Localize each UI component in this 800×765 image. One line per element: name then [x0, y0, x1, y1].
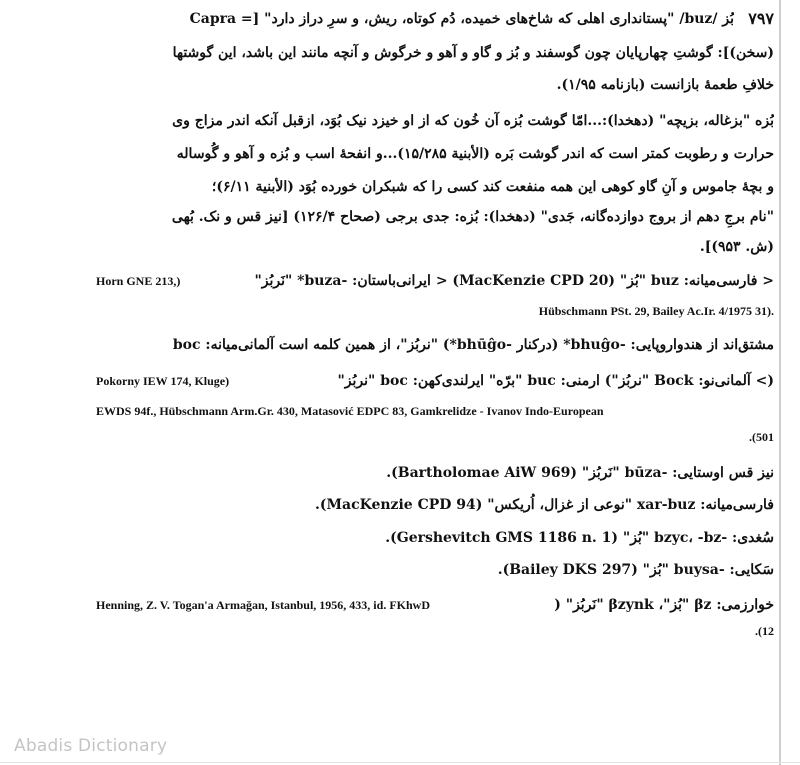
cognate-khwarezmian-end: .(12: [755, 624, 774, 638]
page-edge-divider: [779, 0, 781, 765]
buzeh-line-4: "نام برجِ دهم از بروج دوازده‌گانه، جَدی" (دهخدا): بُزه: جدی برجی (صحاح ۱۲۶/۴) [نیز قس و نک. بُهی: [171, 209, 774, 225]
cognate-saka: سَکایی: -buysa "بُز" (Bailey DKS 297).: [497, 562, 774, 578]
derivation-line-4: .(501: [749, 430, 774, 444]
derivation-line-2: (> آلمانی‌نو: Bock "نربُز") ارمنی: buc "برّه" ایرلندی‌کهن: boc "نربُز": [337, 373, 774, 389]
bottom-divider: [0, 762, 800, 763]
cognate-sogdian: سُغدی: -bzyc، -bz "بُز" (Gershevitch GMS 1186 n. 1).: [385, 530, 774, 546]
etymology-ref-1: Horn GNE 213,): [96, 274, 181, 288]
cognate-avestan: نیز قس اوستایی: -būza "نَربُز" (Bartholomae AiW 969).: [386, 465, 774, 481]
buzeh-line-5: (ش. ۹۵۳)].: [699, 239, 774, 255]
derivation-line-3: EWDS 94f., Hübschmann Arm.Gr. 430, Matasović EDPC 83, Gamkrelidze - Ivanov Indo-European: [96, 404, 604, 418]
etymology-line-1: < فارسی‌میانه: buz "بُز" (MacKenzie CPD 20) < ایرانی‌باستان: -buza* "نَربُز": [254, 273, 774, 289]
definition-line-3: خلافِ طعمهٔ بازانست (بازنامه ۱/۹۵).: [556, 77, 774, 93]
buzeh-line-3: و بچهٔ جاموس و آنِ گاو کوهی این همه منفعت کند کسی را که شبکران خورده بُوَد (الأبنیة ۶/۱۱)؛: [211, 179, 774, 195]
definition-line-1: بُز /buz/ "پستانداری اهلی که شاخ‌های خمیده، دُم کوتاه، ریش، و سرِ دراز دارد" [= Capra: [189, 11, 734, 27]
buzeh-line-1: بُزه "بزغاله، بزیچه" (دهخدا):...امّا گوشت بُزه آن خُون که از او خیزد نیک بُوَد، ازقبل آنکه اندر مزاج وی: [172, 113, 774, 129]
derivation-ref-1: Pokorny IEW 174, Kluge): [96, 374, 230, 388]
derivation-line-1: مشتق‌اند از هندواروپایی: -bhuĝo* (درکنار -bhūĝo*) "نربُز"، از همین کلمه است آلمانی‌میانه: boc: [172, 337, 774, 353]
buzeh-line-2: حرارت و رطوبت کمتر است که اندر گوشت بَره (الأبنیة ۱۵/۲۸۵)...و انفحهٔ اسب و بُزه و آهو و گُوساله: [176, 146, 774, 162]
entry-number: ۷۹۷: [748, 9, 774, 28]
cognate-khwarezmian: خوارزمی: βz "بُز"، βzynk "نَربُز" (: [554, 597, 774, 613]
watermark-text: Abadis Dictionary: [14, 736, 168, 756]
cognate-middle-persian: فارسی‌میانه: xar-buz "نوعی از غزال، اُریکس" (MacKenzie CPD 94).: [315, 497, 774, 513]
cognate-khwarezmian-ref: Henning, Z. V. Togan'a Armağan, Istanbul, 1956, 433, id. FKhwD: [96, 598, 430, 612]
definition-line-2: (سخن)]: گوشتِ چهارپایان چون گوسفند و بُز و گاو و آهو و خرگوش و آنچه مانند این باشد، این گوشتها: [172, 45, 774, 61]
etymology-line-2: Hübschmann PSt. 29, Bailey Ac.Ir. 4/1975 31).: [538, 304, 774, 318]
